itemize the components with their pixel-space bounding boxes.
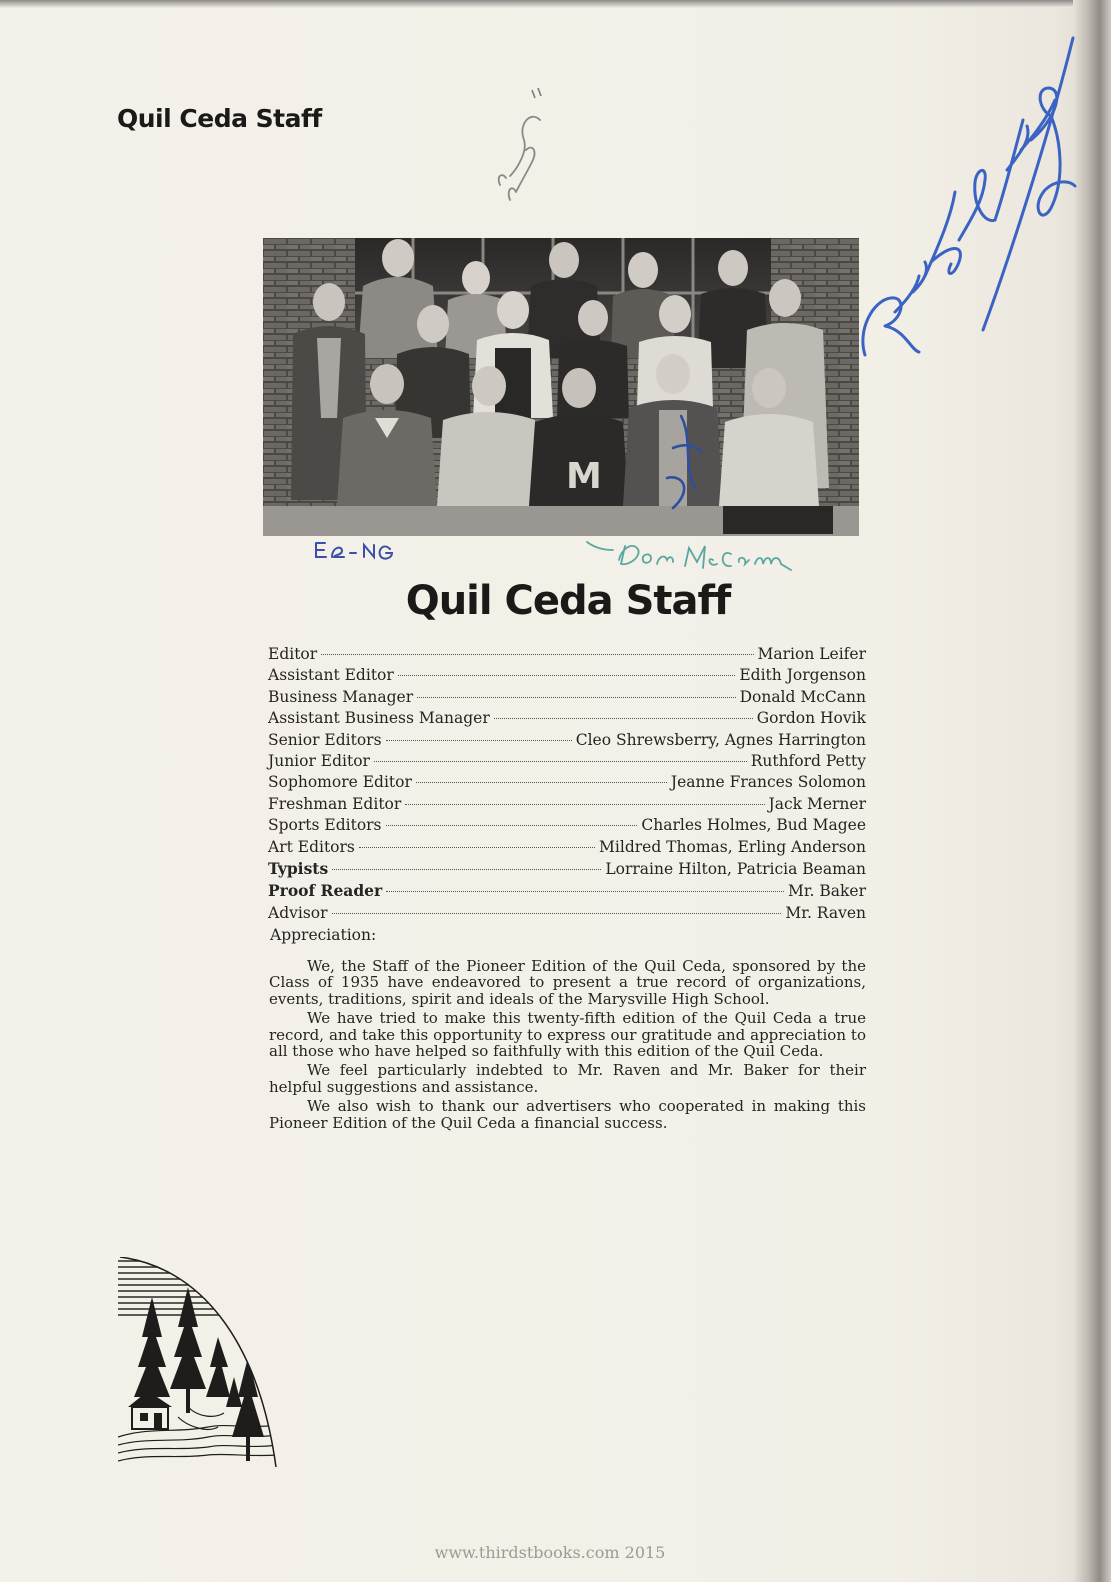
staff-row bbox=[268, 772, 866, 793]
dot-leader bbox=[417, 697, 735, 698]
staff-role: Junior Editor bbox=[268, 752, 370, 771]
dot-leader bbox=[405, 804, 764, 805]
staff-name: Jack Merner bbox=[768, 794, 866, 813]
staff-role: Proof Reader bbox=[268, 881, 383, 901]
staff-row bbox=[268, 903, 866, 924]
staff-role: Assistant Business Manager bbox=[268, 709, 490, 728]
dot-leader bbox=[386, 825, 638, 826]
staff-name: Edith Jorgenson bbox=[739, 666, 866, 685]
dot-leader bbox=[386, 740, 572, 741]
staff-row bbox=[268, 751, 866, 772]
staff-name: Charles Holmes, Bud Magee bbox=[641, 816, 866, 835]
staff-list bbox=[268, 644, 866, 924]
staff-name: Ruthford Petty bbox=[750, 752, 866, 771]
staff-name: Mr. Baker bbox=[787, 882, 866, 901]
staff-name: Mr. Raven bbox=[785, 903, 866, 922]
staff-name: Marion Leifer bbox=[757, 645, 866, 663]
section-title: Quil Ceda Staff bbox=[405, 578, 731, 624]
staff-row bbox=[268, 730, 866, 751]
staff-row bbox=[268, 687, 866, 708]
staff-role: Senior Editors bbox=[268, 730, 382, 749]
dot-leader bbox=[359, 847, 595, 848]
forest-cabin-woodcut-icon bbox=[118, 1257, 278, 1467]
staff-name: Mildred Thomas, Erling Anderson bbox=[599, 837, 866, 856]
staff-name: Cleo Shrewsberry, Agnes Harrington bbox=[575, 730, 866, 749]
staff-role: Assistant Editor bbox=[268, 666, 394, 685]
appreciation-heading: Appreciation: bbox=[270, 926, 377, 944]
staff-name: Gordon Hovik bbox=[756, 709, 866, 728]
staff-row bbox=[268, 665, 866, 686]
dot-leader bbox=[494, 718, 753, 719]
dot-leader bbox=[398, 675, 736, 676]
dot-leader bbox=[332, 869, 601, 870]
staff-role: Editor bbox=[268, 645, 318, 663]
staff-name: Lorraine Hilton, Patricia Beaman bbox=[605, 860, 866, 879]
ruthford-petty-signature bbox=[855, 30, 1085, 370]
staff-row bbox=[268, 880, 866, 902]
header-title: Quil Ceda Staff bbox=[117, 104, 322, 133]
appreciation-paragraph: We feel particularly indebted to Mr. Raven and Mr. Baker for their helpful suggestions and assistance. bbox=[269, 1061, 866, 1096]
appreciation-paragraph: We, the Staff of the Pioneer Edition of the Quil Ceda, sponsored by the Class of 1935 have endeavored to present a true record of organizations, events, traditions, spirit and ideals of the Marysville High School. bbox=[269, 957, 866, 1008]
staff-role: Advisor bbox=[268, 903, 328, 922]
staff-row bbox=[268, 837, 866, 858]
don-mccann-signature bbox=[585, 530, 795, 580]
page-top-edge bbox=[0, 0, 1111, 8]
appreciation-text bbox=[269, 958, 866, 1134]
staff-row bbox=[268, 858, 866, 880]
watermark: www.thirdstbooks.com 2015 bbox=[434, 1543, 666, 1562]
staff-group-photo bbox=[263, 238, 859, 536]
dot-leader bbox=[321, 654, 753, 655]
staff-role: Freshman Editor bbox=[268, 794, 402, 813]
staff-row bbox=[268, 644, 866, 665]
staff-row bbox=[268, 794, 866, 815]
cleo-signature bbox=[480, 80, 560, 220]
dot-leader bbox=[332, 913, 782, 914]
appreciation-paragraph: We also wish to thank our advertisers who cooperated in making this Pioneer Edition of the Quil Ceda a financial success. bbox=[269, 1097, 866, 1132]
staff-photo-illustration bbox=[263, 238, 859, 536]
staff-role: Business Manager bbox=[268, 687, 414, 706]
staff-row bbox=[268, 815, 866, 836]
dot-leader bbox=[416, 782, 667, 783]
appreciation-paragraph: We have tried to make this twenty-fifth edition of the Quil Ceda a true record, and take this opportunity to express our gratitude and appreciation to all those who have helped so faithfully with this edition of the Quil Ceda. bbox=[269, 1009, 866, 1061]
staff-role: Sports Editors bbox=[268, 816, 382, 835]
staff-row bbox=[268, 708, 866, 729]
staff-role: Typists bbox=[268, 859, 329, 879]
dot-leader bbox=[374, 761, 747, 762]
staff-role: Art Editors bbox=[268, 837, 355, 856]
staff-role: Sophomore Editor bbox=[268, 773, 412, 792]
dot-leader bbox=[386, 891, 784, 892]
staff-name: Jeanne Frances Solomon bbox=[670, 773, 866, 792]
svg-text:M: M bbox=[566, 456, 602, 497]
staff-name: Donald McCann bbox=[739, 687, 866, 706]
erling-signature bbox=[312, 537, 412, 563]
